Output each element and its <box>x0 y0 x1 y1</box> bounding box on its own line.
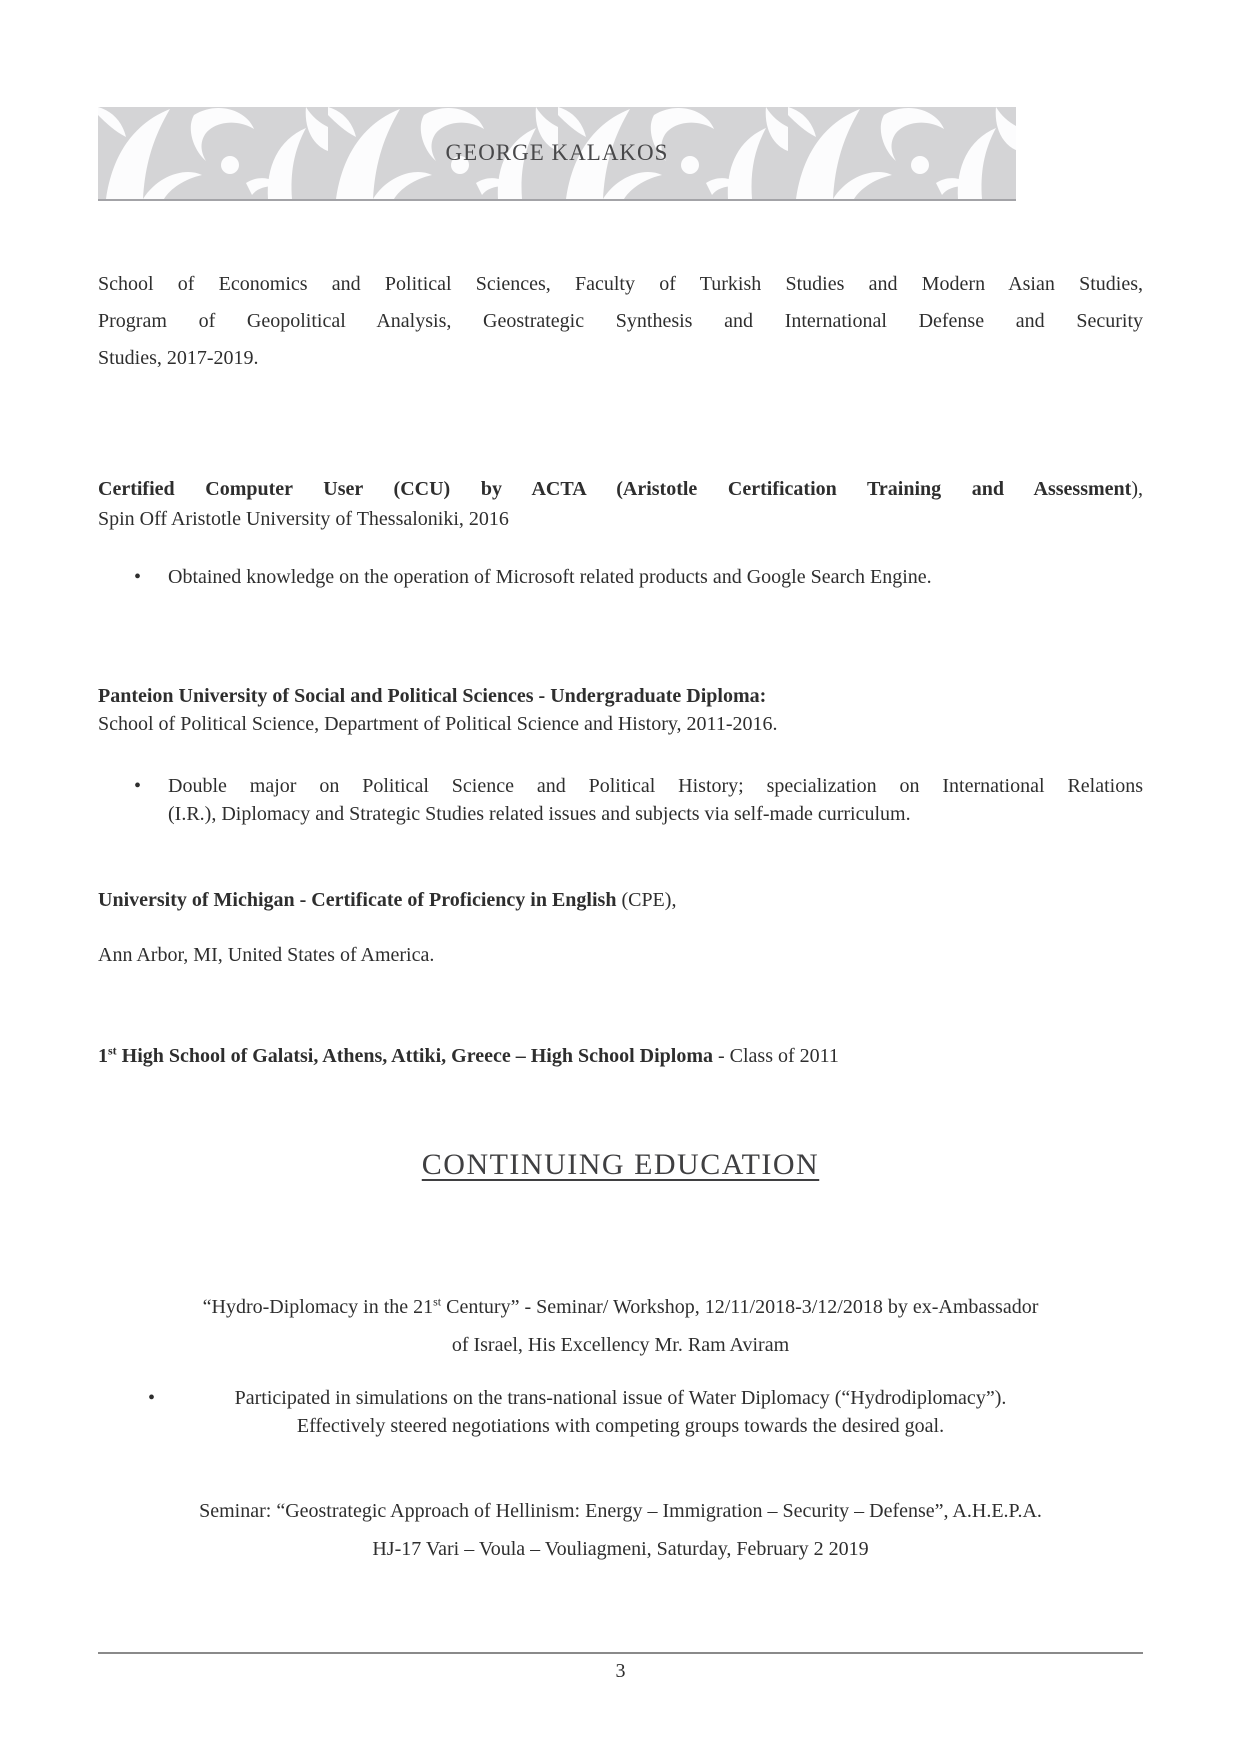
masters-line-2: Program of Geopolitical Analysis, Geostrategic Synthesis and International Defense and Security <box>98 310 1143 332</box>
hydro-line-2: of Israel, His Excellency Mr. Ram Aviram <box>451 1334 790 1356</box>
highschool-ordinal: st <box>108 1043 117 1058</box>
bullet-icon: • <box>134 566 142 588</box>
masters-line-3: Studies, 2017-2019. <box>98 347 259 369</box>
page-number: 3 <box>615 1660 626 1682</box>
panteion-bullet-item <box>98 772 1143 828</box>
hydro-line1-lead: “Hydro-Diplomacy in the 21 <box>202 1296 434 1318</box>
ccu-subtitle: Spin Off Aristotle University of Thessaloniki, 2016 <box>98 508 509 530</box>
ahepa-paragraph <box>98 1492 1143 1568</box>
highschool-line <box>98 1042 1143 1070</box>
hydro-bullet-item <box>98 1384 1143 1440</box>
hydro-line1-rest: Century” - Seminar/ Workshop, 12/11/2018-3/12/2018 by ex-Ambassador <box>441 1296 1039 1318</box>
hydro-line1-sup: st <box>433 1294 442 1309</box>
hydro-bullet-line-2: Effectively steered negotiations with competing groups towards the desired goal. <box>296 1415 945 1437</box>
panteion-section <box>98 682 1143 738</box>
ahepa-line-2: HJ-17 Vari – Voula – Vouliagmeni, Saturday, February 2 2019 <box>372 1538 869 1560</box>
highschool-tail: - Class of 2011 <box>713 1045 839 1067</box>
continuing-education-heading-wrap <box>98 1148 1143 1182</box>
hydro-bullet-line-1: Participated in simulations on the trans-national issue of Water Diplomacy (“Hydrodiplomacy”). <box>234 1387 1007 1409</box>
panteion-bullet-line-1: Double major on Political Science and Political History; specialization on International Relations <box>168 775 1143 797</box>
bullet-icon: • <box>148 1387 156 1409</box>
michigan-title-bold: University of Michigan - Certificate of Proficiency in English <box>98 889 622 911</box>
masters-paragraph <box>98 266 1143 377</box>
continuing-education-heading: CONTINUING EDUCATION <box>421 1148 820 1181</box>
hydro-paragraph <box>98 1288 1143 1364</box>
header-banner <box>98 107 1016 201</box>
ahepa-line-1: Seminar: “Geostrategic Approach of Hellinism: Energy – Immigration – Security – Defense”, A.H.E.P.A. <box>199 1500 1042 1522</box>
highschool-number: 1 <box>98 1045 108 1067</box>
ccu-section <box>98 474 1143 534</box>
michigan-title-tail: (CPE), <box>621 889 677 911</box>
panteion-subtitle: School of Political Science, Department of Political Science and History, 2011-2016. <box>98 713 778 735</box>
panteion-bullet-line-2: (I.R.), Diplomacy and Strategic Studies related issues and subjects via self-made curriculum. <box>168 803 911 825</box>
ccu-title-line <box>98 474 1143 504</box>
masters-line-1: School of Economics and Political Sciences, Faculty of Turkish Studies and Modern Asian Studies, <box>98 273 1143 295</box>
panteion-title: Panteion University of Social and Political Sciences - Undergraduate Diploma: <box>98 685 767 707</box>
ccu-title-tail: ), <box>1131 478 1143 500</box>
page-title: GEORGE KALAKOS <box>445 140 669 165</box>
bullet-icon: • <box>134 775 142 797</box>
ccu-bullet-item <box>98 563 1143 591</box>
michigan-title-line <box>98 886 1143 914</box>
michigan-subtitle: Ann Arbor, MI, United States of America. <box>98 944 435 966</box>
ccu-bullet-text: Obtained knowledge on the operation of Microsoft related products and Google Search Engine. <box>168 566 932 588</box>
ccu-title-bold: Certified Computer User (CCU) by ACTA (Aristotle Certification Training and Assessment <box>98 478 1132 500</box>
footer-divider <box>98 1652 1143 1654</box>
highschool-title-bold: High School of Galatsi, Athens, Attiki, Greece – High School Diploma <box>116 1045 713 1067</box>
